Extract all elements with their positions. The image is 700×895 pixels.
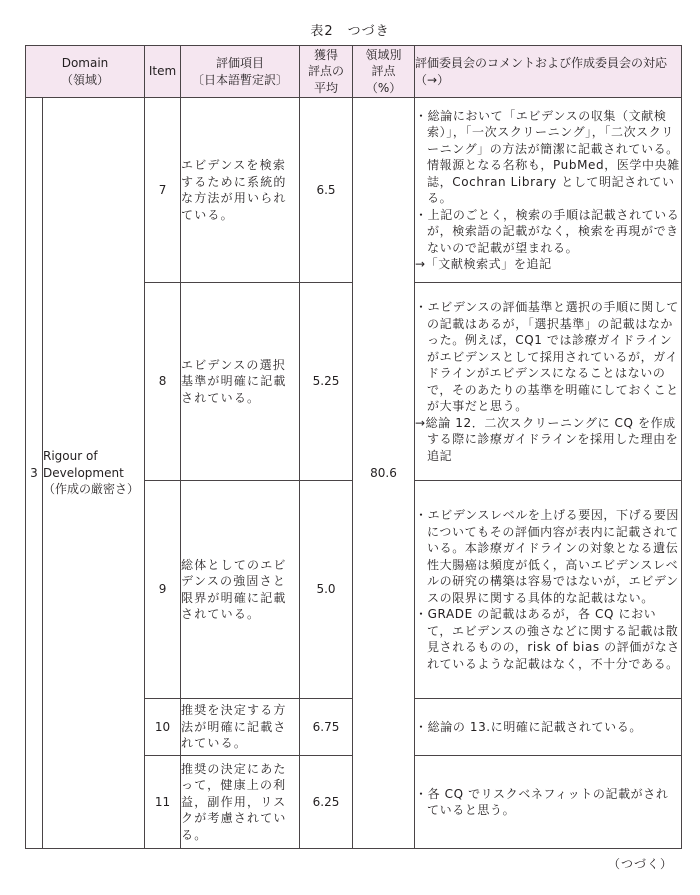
item-text: 推奨を決定する方法が明確に記載されている。	[181, 699, 300, 756]
header-item: Item	[145, 46, 181, 98]
item-number: 7	[145, 98, 181, 283]
header-dscore-line1: 領域別	[365, 47, 402, 62]
comment-bullet: ・各 CQ でリスクベネフィットの記載がされていると思う。	[415, 786, 669, 817]
comment-bullet: ・エビデンスの評価基準と選択の手順に関しての記載はあるが，「選択基準」の記載はなかった。例えば，CQ1 では診療ガイドラインがエビデンスとして採用されているが，ガイドラインがエビデンスになることはないので，そのあたりの基準を明確にしておくことが大事だと思う。	[415, 300, 680, 413]
item-text: 総体としてのエビデンスの強固さと限界が明確に記載されている。	[181, 481, 300, 699]
comment-bullet: ・上記のごとく，検索の手順は記載されているが，検索語の記載がなく，検索を再現ができないので記載が望まれる。	[415, 207, 680, 255]
item-number: 9	[145, 481, 181, 699]
comment-bullet: ・総論において「エビデンスの収集（文献検索）」，「一次スクリーニング」，「二次スクリーニング」の方法が簡潔に記載されている。情報源となる名称も，PubMed，医学中央雑誌，Cochran Library として明記されている。	[415, 108, 680, 205]
comment-response: →総論 12．二次スクリーニングに CQ を作成する際に診療ガイドラインを採用した理由を追記	[415, 415, 679, 463]
header-avg-line3: 平均	[314, 80, 339, 95]
header-avg-line2: 評点の	[308, 64, 345, 79]
header-eval-item	[181, 46, 300, 98]
table-caption: 表2 つづき	[310, 24, 390, 39]
comment-bullet: ・エビデンスレベルを上げる要因，下げる要因についてもその評価内容が表内に記載されている。本診療ガイドラインの対象となる遺伝性大腸癌は頻度が低く，高いエビデンスレベルの研究の構築は容易ではないが，エビデンスの限界に関する具体的な記載はない。	[415, 508, 680, 605]
header-comment: 評価委員会のコメントおよび作成委員会の対応（→）	[415, 46, 682, 98]
comment-bullet: ・GRADE の記載はあるが，各 CQ において，エビデンスの強さなどに関する記載は散見されるものの，risk of bias の評価がなされているような記載はなく，不十分である。	[415, 607, 680, 671]
header-avg-line1: 獲得	[314, 47, 339, 62]
domain-name	[43, 98, 145, 849]
avg-score: 5.25	[300, 283, 353, 481]
header-avg-score	[300, 46, 353, 98]
domain-name-en-1: Rigour of	[43, 449, 98, 464]
comment-bullet: ・総論の 13.に明確に記載されている。	[415, 719, 642, 734]
avg-score: 6.75	[300, 699, 353, 756]
item-text: エビデンスの選択基準が明確に記載されている。	[181, 283, 300, 481]
comment-cell	[415, 699, 682, 756]
domain-name-ja: （作成の厳密さ）	[43, 482, 140, 497]
table-row	[26, 98, 682, 283]
item-number: 11	[145, 756, 181, 849]
domain-name-en-2: Development	[43, 465, 124, 480]
avg-score: 5.0	[300, 481, 353, 699]
avg-score: 6.5	[300, 98, 353, 283]
domain-score: 80.6	[353, 98, 415, 849]
header-domain	[26, 46, 145, 98]
comment-cell	[415, 756, 682, 849]
domain-number: 3	[26, 98, 43, 849]
item-number: 10	[145, 699, 181, 756]
comment-cell	[415, 283, 682, 481]
item-number: 8	[145, 283, 181, 481]
continued-note: （つづく）	[607, 857, 673, 871]
header-domain-ja: （領域）	[61, 72, 110, 87]
comment-cell	[415, 481, 682, 699]
header-domain-en: Domain	[61, 56, 109, 70]
item-text: エビデンスを検索するために系統的な方法が用いられている。	[181, 98, 300, 283]
header-domain-score	[353, 46, 415, 98]
header-eval-item-line1: 評価項目	[216, 56, 265, 70]
header-eval-item-line2: 〔日本語暫定訳〕	[192, 72, 289, 87]
header-dscore-line2: 評点	[371, 64, 396, 79]
avg-score: 6.25	[300, 756, 353, 849]
header-dscore-line3: （%）	[365, 80, 402, 95]
comment-cell	[415, 98, 682, 283]
evaluation-table	[25, 45, 682, 849]
comment-response: →「文献検索式」を追記	[415, 257, 552, 271]
header-row	[26, 46, 682, 98]
item-text: 推奨の決定にあたって，健康上の利益，副作用，リスクが考慮されている。	[181, 756, 300, 849]
